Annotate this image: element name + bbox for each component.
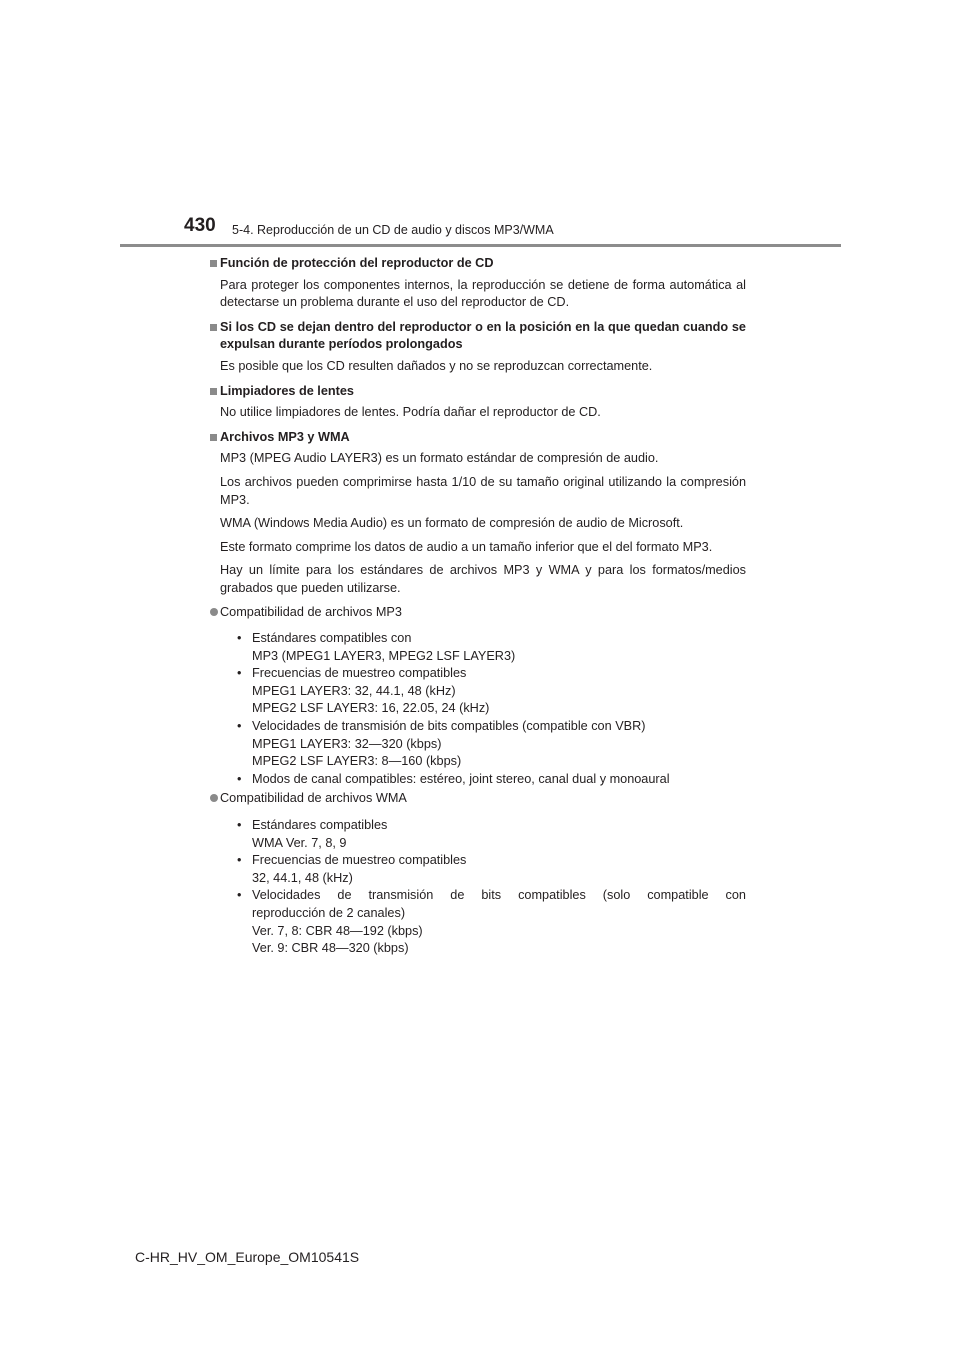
list-line: 32, 44.1, 48 (kHz): [252, 870, 353, 885]
paragraph: Los archivos pueden comprimirse hasta 1/10 de su tamaño original utilizando la compresión MP3.: [220, 474, 746, 507]
list-line: Estándares compatibles: [252, 818, 388, 833]
heading-text: Archivos MP3 y WMA: [220, 429, 350, 444]
list-item: [237, 718, 746, 771]
list-line: Velocidades de transmisión de bits compatibles (solo compatible con: [252, 888, 746, 903]
heading-text: Si los CD se dejan dentro del reproductor o en la posición en la que quedan cuando se expulsan durante períodos prolongados: [220, 319, 746, 352]
list-line: MP3 (MPEG1 LAYER3, MPEG2 LSF LAYER3): [252, 648, 516, 663]
list-line: Ver. 7, 8: CBR 48—192 (kbps): [252, 923, 423, 938]
paragraph: Es posible que los CD resulten dañados y no se reproduzcan correctamente.: [220, 358, 653, 373]
wma-compat-list: [210, 817, 746, 958]
list-line: Frecuencias de muestreo compatibles: [252, 853, 467, 868]
section-lens-cleaners: [210, 383, 746, 422]
section-heading: [210, 429, 746, 447]
mp3-compat-heading: [210, 604, 746, 622]
list-line: Frecuencias de muestreo compatibles: [252, 666, 467, 681]
heading-text: Función de protección del reproductor de CD: [220, 256, 494, 270]
bullet-glyph: •: [237, 666, 242, 681]
section-title: 5-4. Reproducción de un CD de audio y discos MP3/WMA: [232, 223, 554, 237]
document-code: C-HR_HV_OM_Europe_OM10541S: [135, 1249, 360, 1265]
list-line: MPEG1 LAYER3: 32, 44.1, 48 (kHz): [252, 683, 456, 698]
list-item: [237, 852, 746, 887]
list-line: Estándares compatibles con: [252, 631, 412, 646]
list-item: [237, 771, 746, 789]
list-line: Ver. 9: CBR 48—320 (kbps): [252, 941, 409, 956]
bullet-glyph: •: [237, 853, 242, 868]
section-heading: [210, 255, 746, 273]
bullet-glyph: •: [237, 888, 242, 903]
section-mp3-wma-files: [210, 429, 746, 958]
mp3-compat-list: [210, 630, 746, 788]
list-item: [237, 630, 746, 665]
section-cd-left-inside: [210, 319, 746, 376]
square-bullet-icon: [210, 324, 217, 331]
circle-bullet-icon: [210, 608, 218, 616]
bullet-glyph: •: [237, 771, 242, 786]
bullet-glyph: •: [237, 631, 242, 646]
sub-heading-text: Compatibilidad de archivos MP3: [220, 604, 402, 619]
list-item: [237, 887, 746, 957]
list-line: Modos de canal compatibles: estéreo, joint stereo, canal dual y monoaural: [252, 771, 670, 786]
list-line: MPEG2 LSF LAYER3: 8—160 (kbps): [252, 754, 462, 769]
page-number: 430: [184, 215, 216, 236]
square-bullet-icon: [210, 434, 217, 441]
circle-bullet-icon: [210, 794, 218, 802]
list-line: MPEG1 LAYER3: 32—320 (kbps): [252, 736, 442, 751]
sub-heading-text: Compatibilidad de archivos WMA: [220, 791, 407, 806]
section-cd-protection: [210, 255, 746, 312]
section-heading: [210, 319, 746, 354]
list-line: reproducción de 2 canales): [252, 906, 406, 920]
heading-text: Limpiadores de lentes: [220, 383, 354, 398]
bullet-glyph: •: [237, 818, 242, 833]
list-line: WMA Ver. 7, 8, 9: [252, 835, 347, 850]
paragraph: No utilice limpiadores de lentes. Podría dañar el reproductor de CD.: [220, 405, 601, 420]
page-content: [210, 255, 746, 965]
paragraph: Para proteger los componentes internos, la reproducción se detiene de forma automática al detectarse un problema durante el uso del reproductor de CD.: [220, 277, 746, 310]
list-line: Velocidades de transmisión de bits compatibles (compatible con VBR): [252, 719, 646, 734]
paragraph: WMA (Windows Media Audio) es un formato de compresión de audio de Microsoft.: [220, 516, 684, 531]
list-item: [237, 817, 746, 852]
paragraph: Hay un límite para los estándares de archivos MP3 y WMA y para los formatos/medios grabados que pueden utilizarse.: [220, 563, 746, 595]
paragraph: Este formato comprime los datos de audio a un tamaño inferior que el del formato MP3.: [220, 539, 713, 554]
paragraph: MP3 (MPEG Audio LAYER3) es un formato estándar de compresión de audio.: [220, 451, 659, 466]
page-header: [0, 0, 960, 250]
header-divider: [120, 244, 841, 247]
list-item: [237, 665, 746, 718]
square-bullet-icon: [210, 260, 217, 267]
square-bullet-icon: [210, 388, 217, 395]
bullet-glyph: •: [237, 719, 242, 734]
list-line: MPEG2 LSF LAYER3: 16, 22.05, 24 (kHz): [252, 701, 490, 716]
section-heading: [210, 383, 746, 401]
wma-compat-heading: [210, 790, 746, 808]
